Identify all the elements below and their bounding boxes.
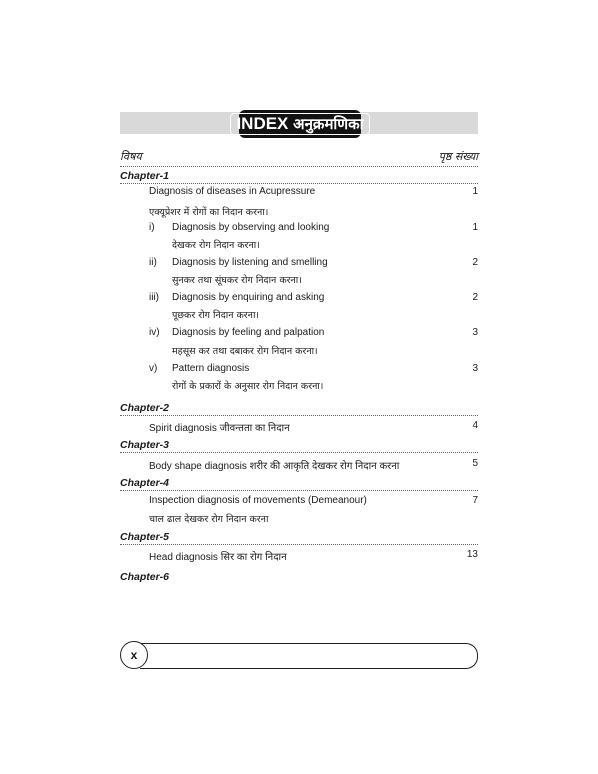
index-title — [236, 110, 364, 138]
c1-iii-num: iii) — [149, 292, 159, 303]
c1-iii-en: Diagnosis by enquiring and asking — [172, 292, 325, 303]
c1-i-hi: देखकर रोग निदान करना। — [172, 240, 260, 251]
c1-iv-hi: महसूस कर तथा दबाकर रोग निदान करना। — [172, 346, 318, 357]
chapter-5-label: Chapter-5 — [120, 531, 170, 543]
chapter-6-label: Chapter-6 — [120, 571, 170, 583]
chapter-2-label: Chapter-2 — [120, 402, 170, 414]
c1-ii-num: ii) — [149, 257, 157, 268]
c4-page: 7 — [472, 495, 478, 506]
c1-ii-en: Diagnosis by listening and smelling — [172, 257, 328, 268]
chapter-5-rule — [120, 544, 478, 545]
c1-iv-num: iv) — [149, 327, 160, 338]
c4-en: Inspection diagnosis of movements (Demeanour) — [149, 495, 367, 506]
c1-v-en: Pattern diagnosis — [172, 363, 250, 374]
title-en: INDEX — [236, 114, 289, 133]
c1-main-page: 1 — [472, 186, 478, 197]
footer-bar — [140, 643, 478, 669]
chapter-3-rule — [120, 452, 478, 453]
c2-page: 4 — [472, 420, 478, 431]
subject-header: विषय — [120, 150, 142, 163]
c4-hi: चाल ढाल देखकर रोग निदान करना — [149, 514, 269, 525]
c2-text: Spirit diagnosis जीवन्तता का निदान — [149, 423, 290, 434]
title-hi: अनुक्रमणिका — [293, 115, 364, 133]
c1-i-page: 1 — [472, 222, 478, 233]
c1-ii-page: 2 — [472, 257, 478, 268]
c1-i-en: Diagnosis by observing and looking — [172, 222, 330, 233]
footer-page-number-text: x — [130, 648, 138, 662]
c1-v-page: 3 — [472, 363, 478, 374]
footer-page-number — [120, 641, 148, 669]
c1-v-num: v) — [149, 363, 158, 374]
c1-iv-en: Diagnosis by feeling and palpation — [172, 327, 325, 338]
chapter-1-label: Chapter-1 — [120, 170, 170, 182]
header-rule — [120, 166, 478, 167]
chapter-4-label: Chapter-4 — [120, 477, 170, 489]
c1-ii-hi: सुनकर तथा सूंघकर रोग निदान करना। — [172, 275, 302, 286]
c1-main-hi: एक्यूप्रेशर में रोगों का निदान करना। — [149, 207, 269, 218]
chapter-3-label: Chapter-3 — [120, 439, 170, 451]
c1-iii-hi: पूछकर रोग निदान करना। — [172, 310, 260, 321]
chapter-2-rule — [120, 415, 478, 416]
c3-text: Body shape diagnosis शरीर की आकृति देखकर रोग निदान करना — [149, 461, 400, 472]
c1-iii-page: 2 — [472, 292, 478, 303]
c1-iv-page: 3 — [472, 327, 478, 338]
c1-main-en: Diagnosis of diseases in Acupressure — [149, 186, 316, 197]
c3-page: 5 — [472, 458, 478, 469]
c5-text: Head diagnosis सिर का रोग निदान — [149, 552, 287, 563]
c5-page: 13 — [466, 549, 478, 560]
chapter-1-rule — [120, 183, 478, 184]
c1-i-num: i) — [149, 222, 155, 233]
page-number-header: पृष्ठ संख्या — [438, 150, 478, 163]
chapter-4-rule — [120, 490, 478, 491]
c1-v-hi: रोगों के प्रकारों के अनुसार रोग निदान करना। — [172, 381, 324, 392]
